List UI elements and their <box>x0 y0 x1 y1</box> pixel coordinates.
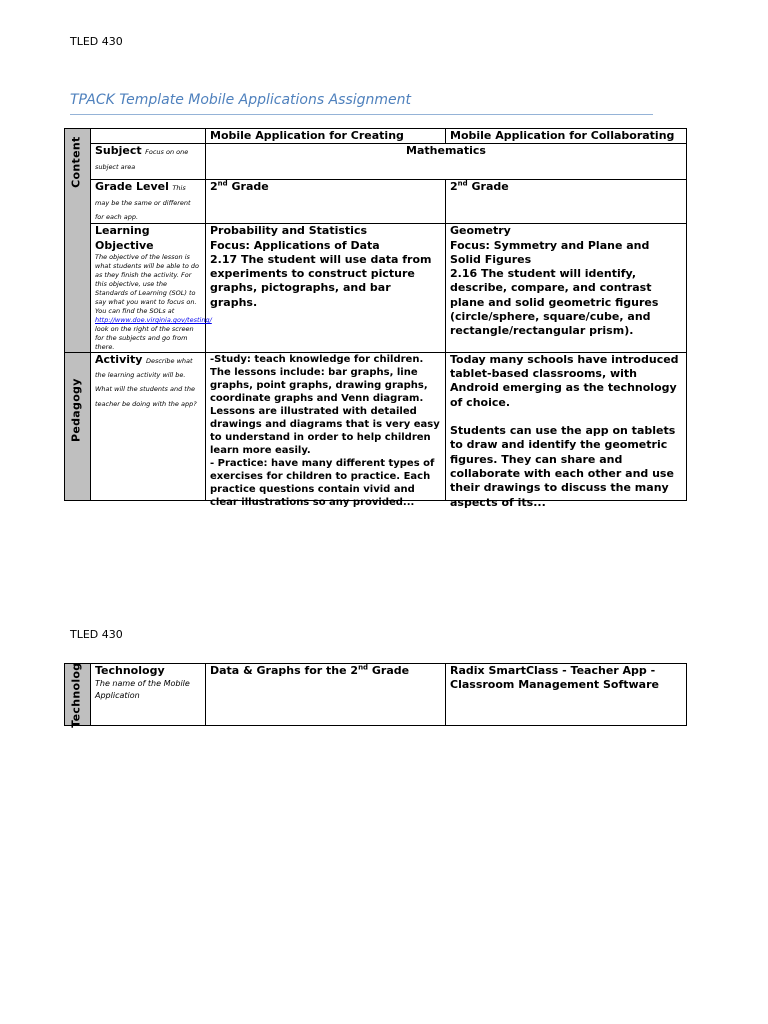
activity-label-cell <box>91 352 206 500</box>
objective-label-line1: Learning <box>95 224 150 238</box>
technology-row <box>65 664 687 726</box>
technology-section-label-cell <box>65 664 91 726</box>
technology-collaborating: Radix SmartClass - Teacher App - Classroom Management Software <box>446 664 687 726</box>
objective-creating: Probability and Statistics Focus: Applications of Data 2.17 The student will use data from experiments to construct picture graphs, pictographs, and bar graphs. <box>206 224 446 353</box>
subject-note: Focus on one subject area <box>95 148 189 171</box>
grade-label: Grade Level <box>95 180 169 194</box>
pedagogy-section-label-cell <box>65 352 91 500</box>
sol-link[interactable]: http://www.doe.virginia.gov/testing/ <box>95 315 212 324</box>
objective-collaborating: Geometry Focus: Symmetry and Plane and Solid Figures 2.16 The student will identify, describe, compare, and contrast plane and solid geometric figures (circle/sphere, square/cube, and rectangle/rectangular prism). <box>446 224 687 353</box>
technology-creating: Data & Graphs for the 2nd Grade <box>206 664 446 726</box>
grade-collaborating: 2nd Grade <box>446 180 687 224</box>
activity-label: Activity <box>95 352 143 366</box>
activity-row <box>65 352 687 500</box>
subject-label-cell <box>91 144 206 180</box>
activity-collaborating: Today many schools have introduced tablet-based classrooms, with Android emerging as the technology of choice. Students can use the app on tablets to draw and identify the geometric figures. They can share and collaborate with each other and use their drawings to discuss the many aspects of its... <box>446 352 687 500</box>
creating-column-header: Mobile Application for Creating <box>206 129 446 144</box>
running-header-page2: TLED 430 <box>70 628 123 641</box>
title-underline-rule <box>70 114 653 115</box>
content-section-label-cell <box>65 129 91 353</box>
technology-note: The name of the Mobile Application <box>95 679 190 701</box>
objective-label-cell <box>91 224 212 353</box>
grade-creating: 2nd Grade <box>206 180 446 224</box>
grade-note: This may be the same or different for each app. <box>95 184 191 221</box>
objective-note: The objective of the lesson is what students will be able to do as they finish the activity. For this objective, use the Standards of Learning (SOL) to say what you want to focus on. You can find the SOLs at http://www.doe.virginia.gov/testing/ look on the right of the screen for the subjects and go from there. <box>95 252 212 351</box>
subject-row <box>65 144 687 180</box>
collaborating-column-header: Mobile Application for Collaborating <box>446 129 687 144</box>
technology-section-label: Technolog <box>69 662 83 728</box>
grade-row <box>65 180 687 224</box>
activity-note: Describe what the learning activity will be. What will the students and the teacher be doing with the app? <box>95 356 197 408</box>
subject-label: Subject <box>95 144 142 158</box>
grade-label-cell <box>91 180 206 224</box>
subject-value: Mathematics <box>206 144 687 180</box>
pedagogy-section-label: Pedagogy <box>69 378 83 442</box>
header-empty-cell <box>91 129 206 144</box>
technology-label-cell <box>91 664 206 726</box>
objective-label-line2: Objective <box>95 238 154 252</box>
tpack-table <box>64 128 687 509</box>
objective-row <box>65 224 687 353</box>
technology-label: Technology <box>95 664 165 677</box>
activity-creating: -Study: teach knowledge for children. The lessons include: bar graphs, line graphs, point graphs, drawing graphs, coordinate graphs and Venn diagram. Lessons are illustrated with detailed drawings and diagrams that is very easy to understand in order to help children learn more easily. - Practice: have many different types of exercises for children to practice. Each practice questions contain vivid and clear illustrations so any provided... <box>206 352 446 500</box>
running-header: TLED 430 <box>70 35 123 48</box>
table-header-row <box>65 129 687 144</box>
content-section-label: Content <box>69 136 83 188</box>
technology-table <box>64 663 687 726</box>
document-title: TPACK Template Mobile Applications Assignment <box>70 92 412 108</box>
